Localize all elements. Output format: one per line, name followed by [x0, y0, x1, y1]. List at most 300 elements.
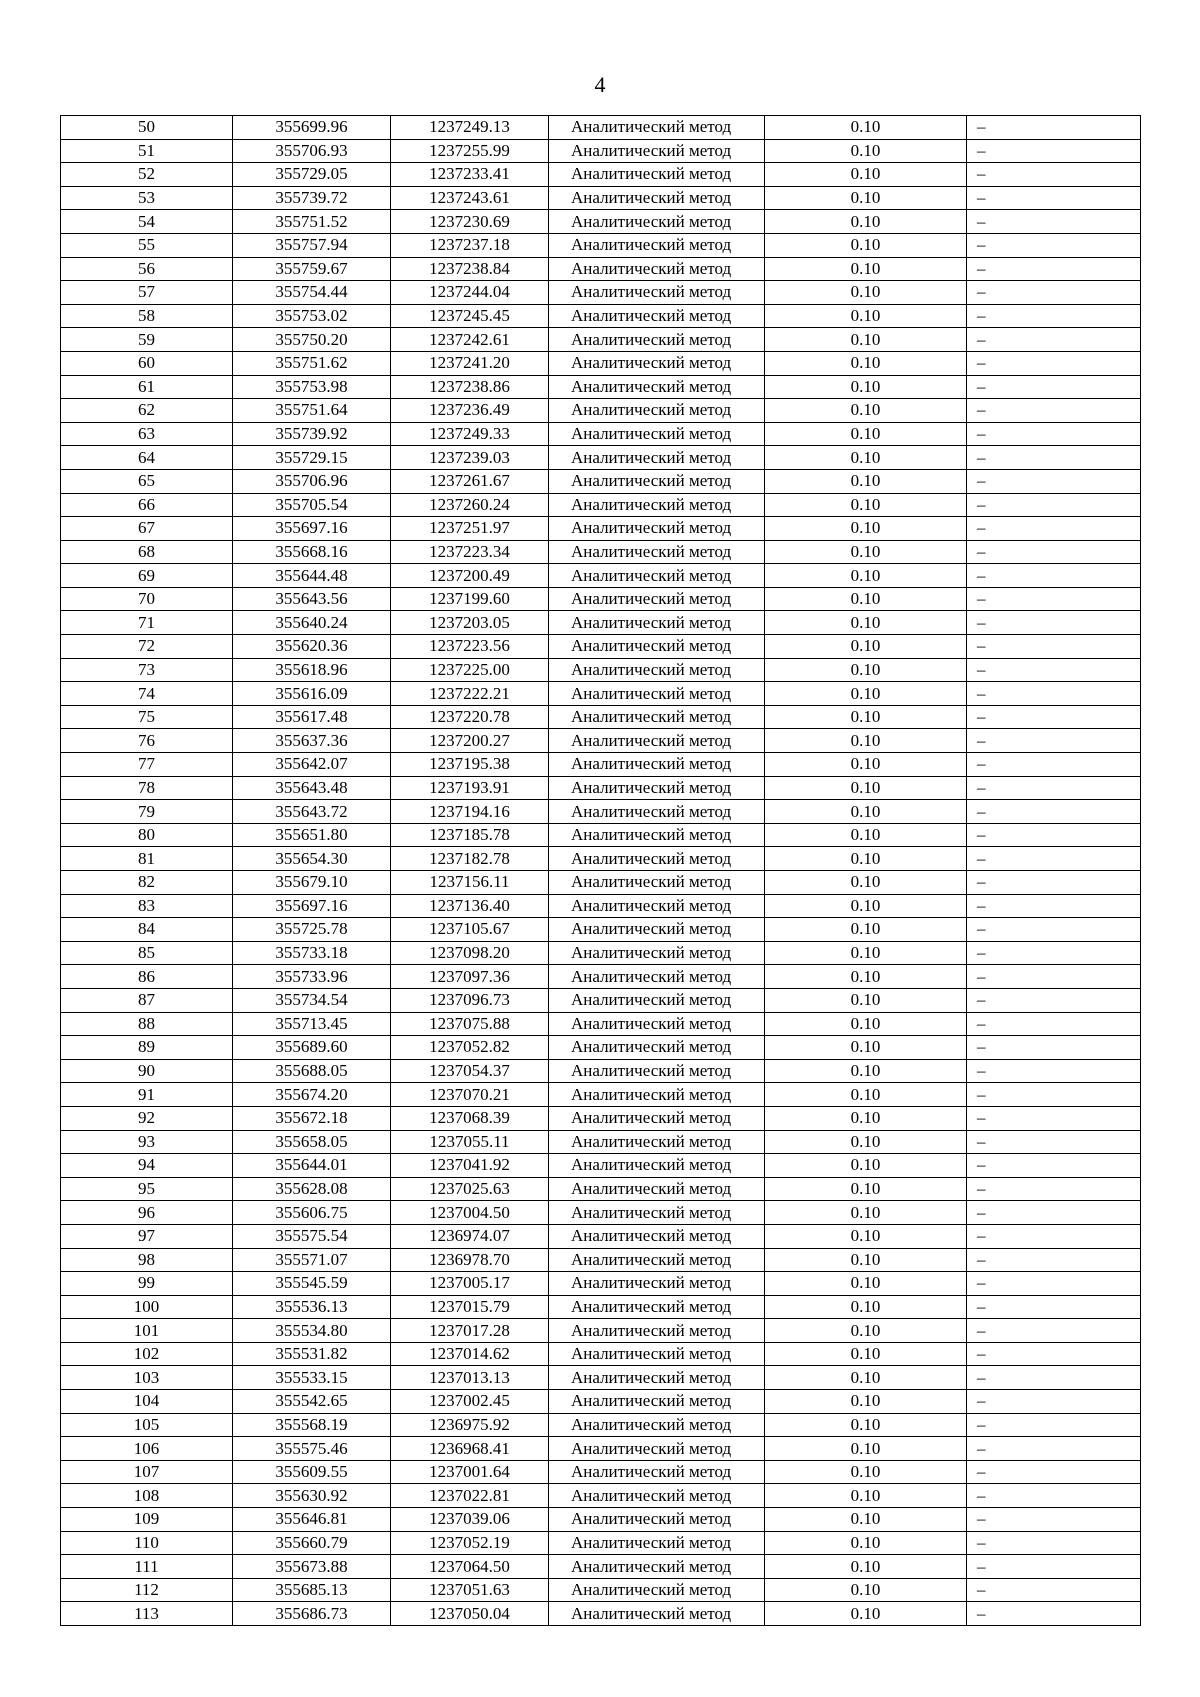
accuracy-cell: 0.10: [765, 1083, 967, 1107]
accuracy-cell: 0.10: [765, 635, 967, 659]
note-cell: –: [967, 1366, 1141, 1390]
table-row: [61, 422, 1141, 446]
x-coordinate-cell: 355706.93: [233, 139, 391, 163]
note-cell: –: [967, 823, 1141, 847]
note-cell: –: [967, 493, 1141, 517]
point-number-cell: 62: [61, 399, 233, 423]
x-coordinate-cell: 355646.81: [233, 1508, 391, 1532]
accuracy-cell: 0.10: [765, 1390, 967, 1414]
table-row: [61, 1106, 1141, 1130]
x-coordinate-cell: 355685.13: [233, 1578, 391, 1602]
note-cell: –: [967, 847, 1141, 871]
note-cell: –: [967, 139, 1141, 163]
method-cell: Аналитический метод: [549, 1578, 765, 1602]
accuracy-cell: 0.10: [765, 705, 967, 729]
accuracy-cell: 0.10: [765, 1295, 967, 1319]
x-coordinate-cell: 355620.36: [233, 635, 391, 659]
accuracy-cell: 0.10: [765, 469, 967, 493]
accuracy-cell: 0.10: [765, 658, 967, 682]
x-coordinate-cell: 355753.98: [233, 375, 391, 399]
x-coordinate-cell: 355618.96: [233, 658, 391, 682]
y-coordinate-cell: 1237193.91: [391, 776, 549, 800]
table-row: [61, 1460, 1141, 1484]
table-row: [61, 1555, 1141, 1579]
note-cell: –: [967, 163, 1141, 187]
table-row: [61, 682, 1141, 706]
x-coordinate-cell: 355534.80: [233, 1319, 391, 1343]
point-number-cell: 66: [61, 493, 233, 517]
x-coordinate-cell: 355697.16: [233, 517, 391, 541]
point-number-cell: 103: [61, 1366, 233, 1390]
point-number-cell: 56: [61, 257, 233, 281]
accuracy-cell: 0.10: [765, 328, 967, 352]
table-row: [61, 1413, 1141, 1437]
table-row: [61, 1130, 1141, 1154]
method-cell: Аналитический метод: [549, 587, 765, 611]
x-coordinate-cell: 355651.80: [233, 823, 391, 847]
note-cell: –: [967, 422, 1141, 446]
point-number-cell: 64: [61, 446, 233, 470]
x-coordinate-cell: 355637.36: [233, 729, 391, 753]
accuracy-cell: 0.10: [765, 587, 967, 611]
table-row: [61, 729, 1141, 753]
note-cell: –: [967, 1201, 1141, 1225]
y-coordinate-cell: 1237050.04: [391, 1602, 549, 1626]
x-coordinate-cell: 355725.78: [233, 918, 391, 942]
point-number-cell: 50: [61, 116, 233, 140]
note-cell: –: [967, 1555, 1141, 1579]
accuracy-cell: 0.10: [765, 1460, 967, 1484]
table-row: [61, 1201, 1141, 1225]
method-cell: Аналитический метод: [549, 800, 765, 824]
method-cell: Аналитический метод: [549, 1177, 765, 1201]
x-coordinate-cell: 355705.54: [233, 493, 391, 517]
point-number-cell: 51: [61, 139, 233, 163]
point-number-cell: 109: [61, 1508, 233, 1532]
accuracy-cell: 0.10: [765, 1130, 967, 1154]
y-coordinate-cell: 1237017.28: [391, 1319, 549, 1343]
table-row: [61, 116, 1141, 140]
x-coordinate-cell: 355734.54: [233, 988, 391, 1012]
y-coordinate-cell: 1237052.19: [391, 1531, 549, 1555]
method-cell: Аналитический метод: [549, 399, 765, 423]
x-coordinate-cell: 355575.46: [233, 1437, 391, 1461]
note-cell: –: [967, 517, 1141, 541]
method-cell: Аналитический метод: [549, 776, 765, 800]
accuracy-cell: 0.10: [765, 139, 967, 163]
table-row: [61, 1224, 1141, 1248]
method-cell: Аналитический метод: [549, 1413, 765, 1437]
accuracy-cell: 0.10: [765, 776, 967, 800]
note-cell: –: [967, 1248, 1141, 1272]
table-row: [61, 375, 1141, 399]
accuracy-cell: 0.10: [765, 422, 967, 446]
x-coordinate-cell: 355757.94: [233, 233, 391, 257]
accuracy-cell: 0.10: [765, 281, 967, 305]
point-number-cell: 57: [61, 281, 233, 305]
point-number-cell: 112: [61, 1578, 233, 1602]
note-cell: –: [967, 1130, 1141, 1154]
accuracy-cell: 0.10: [765, 257, 967, 281]
note-cell: –: [967, 988, 1141, 1012]
point-number-cell: 58: [61, 304, 233, 328]
y-coordinate-cell: 1237185.78: [391, 823, 549, 847]
note-cell: –: [967, 1224, 1141, 1248]
point-number-cell: 65: [61, 469, 233, 493]
point-number-cell: 54: [61, 210, 233, 234]
note-cell: –: [967, 328, 1141, 352]
accuracy-cell: 0.10: [765, 493, 967, 517]
table-row: [61, 1248, 1141, 1272]
method-cell: Аналитический метод: [549, 823, 765, 847]
table-row: [61, 776, 1141, 800]
method-cell: Аналитический метод: [549, 1059, 765, 1083]
note-cell: –: [967, 1177, 1141, 1201]
point-number-cell: 74: [61, 682, 233, 706]
x-coordinate-cell: 355668.16: [233, 540, 391, 564]
point-number-cell: 70: [61, 587, 233, 611]
note-cell: –: [967, 587, 1141, 611]
method-cell: Аналитический метод: [549, 1319, 765, 1343]
table-row: [61, 941, 1141, 965]
y-coordinate-cell: 1237195.38: [391, 753, 549, 777]
point-number-cell: 52: [61, 163, 233, 187]
point-number-cell: 59: [61, 328, 233, 352]
note-cell: –: [967, 1531, 1141, 1555]
accuracy-cell: 0.10: [765, 1248, 967, 1272]
note-cell: –: [967, 446, 1141, 470]
method-cell: Аналитический метод: [549, 517, 765, 541]
table-row: [61, 564, 1141, 588]
note-cell: –: [967, 705, 1141, 729]
table-row: [61, 304, 1141, 328]
note-cell: –: [967, 753, 1141, 777]
accuracy-cell: 0.10: [765, 1602, 967, 1626]
x-coordinate-cell: 355706.96: [233, 469, 391, 493]
accuracy-cell: 0.10: [765, 1413, 967, 1437]
point-number-cell: 93: [61, 1130, 233, 1154]
accuracy-cell: 0.10: [765, 517, 967, 541]
accuracy-cell: 0.10: [765, 941, 967, 965]
accuracy-cell: 0.10: [765, 918, 967, 942]
x-coordinate-cell: 355658.05: [233, 1130, 391, 1154]
point-number-cell: 104: [61, 1390, 233, 1414]
table-row: [61, 1437, 1141, 1461]
method-cell: Аналитический метод: [549, 1083, 765, 1107]
x-coordinate-cell: 355609.55: [233, 1460, 391, 1484]
x-coordinate-cell: 355733.96: [233, 965, 391, 989]
note-cell: –: [967, 635, 1141, 659]
x-coordinate-cell: 355533.15: [233, 1366, 391, 1390]
y-coordinate-cell: 1237236.49: [391, 399, 549, 423]
point-number-cell: 53: [61, 186, 233, 210]
y-coordinate-cell: 1237156.11: [391, 871, 549, 895]
note-cell: –: [967, 1012, 1141, 1036]
accuracy-cell: 0.10: [765, 847, 967, 871]
point-number-cell: 80: [61, 823, 233, 847]
table-row: [61, 1083, 1141, 1107]
x-coordinate-cell: 355673.88: [233, 1555, 391, 1579]
y-coordinate-cell: 1237025.63: [391, 1177, 549, 1201]
note-cell: –: [967, 1319, 1141, 1343]
table-row: [61, 1272, 1141, 1296]
y-coordinate-cell: 1237200.27: [391, 729, 549, 753]
table-row: [61, 1602, 1141, 1626]
method-cell: Аналитический метод: [549, 941, 765, 965]
x-coordinate-cell: 355751.52: [233, 210, 391, 234]
method-cell: Аналитический метод: [549, 1437, 765, 1461]
x-coordinate-cell: 355640.24: [233, 611, 391, 635]
note-cell: –: [967, 399, 1141, 423]
note-cell: –: [967, 257, 1141, 281]
y-coordinate-cell: 1237222.21: [391, 682, 549, 706]
table-row: [61, 399, 1141, 423]
table-row: [61, 1578, 1141, 1602]
x-coordinate-cell: 355759.67: [233, 257, 391, 281]
table-row: [61, 800, 1141, 824]
method-cell: Аналитический метод: [549, 281, 765, 305]
coordinates-table: [60, 115, 1141, 1626]
x-coordinate-cell: 355699.96: [233, 116, 391, 140]
x-coordinate-cell: 355606.75: [233, 1201, 391, 1225]
point-number-cell: 85: [61, 941, 233, 965]
x-coordinate-cell: 355679.10: [233, 871, 391, 895]
table-row: [61, 446, 1141, 470]
method-cell: Аналитический метод: [549, 1555, 765, 1579]
y-coordinate-cell: 1237098.20: [391, 941, 549, 965]
accuracy-cell: 0.10: [765, 988, 967, 1012]
method-cell: Аналитический метод: [549, 965, 765, 989]
note-cell: –: [967, 540, 1141, 564]
table-row: [61, 139, 1141, 163]
point-number-cell: 61: [61, 375, 233, 399]
point-number-cell: 113: [61, 1602, 233, 1626]
table-row: [61, 517, 1141, 541]
method-cell: Аналитический метод: [549, 1531, 765, 1555]
accuracy-cell: 0.10: [765, 871, 967, 895]
note-cell: –: [967, 1390, 1141, 1414]
point-number-cell: 88: [61, 1012, 233, 1036]
page-number: 4: [594, 72, 606, 97]
table-row: [61, 894, 1141, 918]
table-row: [61, 1295, 1141, 1319]
point-number-cell: 68: [61, 540, 233, 564]
accuracy-cell: 0.10: [765, 800, 967, 824]
x-coordinate-cell: 355750.20: [233, 328, 391, 352]
y-coordinate-cell: 1237054.37: [391, 1059, 549, 1083]
method-cell: Аналитический метод: [549, 1248, 765, 1272]
method-cell: Аналитический метод: [549, 233, 765, 257]
y-coordinate-cell: 1237004.50: [391, 1201, 549, 1225]
note-cell: –: [967, 658, 1141, 682]
point-number-cell: 98: [61, 1248, 233, 1272]
x-coordinate-cell: 355733.18: [233, 941, 391, 965]
point-number-cell: 101: [61, 1319, 233, 1343]
y-coordinate-cell: 1237105.67: [391, 918, 549, 942]
table-row: [61, 847, 1141, 871]
accuracy-cell: 0.10: [765, 540, 967, 564]
accuracy-cell: 0.10: [765, 682, 967, 706]
accuracy-cell: 0.10: [765, 1106, 967, 1130]
method-cell: Аналитический метод: [549, 257, 765, 281]
table-row: [61, 1319, 1141, 1343]
point-number-cell: 77: [61, 753, 233, 777]
x-coordinate-cell: 355660.79: [233, 1531, 391, 1555]
table-row: [61, 918, 1141, 942]
method-cell: Аналитический метод: [549, 1602, 765, 1626]
method-cell: Аналитический метод: [549, 611, 765, 635]
method-cell: Аналитический метод: [549, 635, 765, 659]
point-number-cell: 90: [61, 1059, 233, 1083]
note-cell: –: [967, 1602, 1141, 1626]
note-cell: –: [967, 941, 1141, 965]
method-cell: Аналитический метод: [549, 1130, 765, 1154]
method-cell: Аналитический метод: [549, 422, 765, 446]
method-cell: Аналитический метод: [549, 753, 765, 777]
table-row: [61, 233, 1141, 257]
method-cell: Аналитический метод: [549, 705, 765, 729]
table-row: [61, 965, 1141, 989]
point-number-cell: 106: [61, 1437, 233, 1461]
accuracy-cell: 0.10: [765, 210, 967, 234]
x-coordinate-cell: 355751.62: [233, 351, 391, 375]
accuracy-cell: 0.10: [765, 611, 967, 635]
method-cell: Аналитический метод: [549, 493, 765, 517]
accuracy-cell: 0.10: [765, 1224, 967, 1248]
point-number-cell: 83: [61, 894, 233, 918]
note-cell: –: [967, 1154, 1141, 1178]
point-number-cell: 76: [61, 729, 233, 753]
table-row: [61, 281, 1141, 305]
x-coordinate-cell: 355571.07: [233, 1248, 391, 1272]
accuracy-cell: 0.10: [765, 1012, 967, 1036]
point-number-cell: 91: [61, 1083, 233, 1107]
point-number-cell: 71: [61, 611, 233, 635]
method-cell: Аналитический метод: [549, 918, 765, 942]
point-number-cell: 99: [61, 1272, 233, 1296]
y-coordinate-cell: 1237243.61: [391, 186, 549, 210]
x-coordinate-cell: 355616.09: [233, 682, 391, 706]
accuracy-cell: 0.10: [765, 1272, 967, 1296]
y-coordinate-cell: 1237064.50: [391, 1555, 549, 1579]
x-coordinate-cell: 355753.02: [233, 304, 391, 328]
point-number-cell: 89: [61, 1036, 233, 1060]
x-coordinate-cell: 355642.07: [233, 753, 391, 777]
y-coordinate-cell: 1237039.06: [391, 1508, 549, 1532]
table-row: [61, 823, 1141, 847]
note-cell: –: [967, 210, 1141, 234]
point-number-cell: 92: [61, 1106, 233, 1130]
method-cell: Аналитический метод: [549, 375, 765, 399]
note-cell: –: [967, 1460, 1141, 1484]
y-coordinate-cell: 1237005.17: [391, 1272, 549, 1296]
note-cell: –: [967, 1083, 1141, 1107]
x-coordinate-cell: 355739.92: [233, 422, 391, 446]
method-cell: Аналитический метод: [549, 1366, 765, 1390]
x-coordinate-cell: 355575.54: [233, 1224, 391, 1248]
accuracy-cell: 0.10: [765, 1508, 967, 1532]
point-number-cell: 102: [61, 1342, 233, 1366]
note-cell: –: [967, 1342, 1141, 1366]
method-cell: Аналитический метод: [549, 328, 765, 352]
note-cell: –: [967, 1578, 1141, 1602]
x-coordinate-cell: 355531.82: [233, 1342, 391, 1366]
method-cell: Аналитический метод: [549, 116, 765, 140]
point-number-cell: 82: [61, 871, 233, 895]
accuracy-cell: 0.10: [765, 1036, 967, 1060]
accuracy-cell: 0.10: [765, 753, 967, 777]
y-coordinate-cell: 1237096.73: [391, 988, 549, 1012]
x-coordinate-cell: 355643.56: [233, 587, 391, 611]
y-coordinate-cell: 1237241.20: [391, 351, 549, 375]
y-coordinate-cell: 1237238.84: [391, 257, 549, 281]
table-row: [61, 257, 1141, 281]
y-coordinate-cell: 1237014.62: [391, 1342, 549, 1366]
y-coordinate-cell: 1237055.11: [391, 1130, 549, 1154]
x-coordinate-cell: 355643.48: [233, 776, 391, 800]
method-cell: Аналитический метод: [549, 1201, 765, 1225]
y-coordinate-cell: 1237051.63: [391, 1578, 549, 1602]
note-cell: –: [967, 304, 1141, 328]
accuracy-cell: 0.10: [765, 1484, 967, 1508]
method-cell: Аналитический метод: [549, 1390, 765, 1414]
accuracy-cell: 0.10: [765, 823, 967, 847]
x-coordinate-cell: 355697.16: [233, 894, 391, 918]
y-coordinate-cell: 1237230.69: [391, 210, 549, 234]
table-row: [61, 1484, 1141, 1508]
table-row: [61, 540, 1141, 564]
y-coordinate-cell: 1237233.41: [391, 163, 549, 187]
y-coordinate-cell: 1237097.36: [391, 965, 549, 989]
y-coordinate-cell: 1237068.39: [391, 1106, 549, 1130]
point-number-cell: 81: [61, 847, 233, 871]
accuracy-cell: 0.10: [765, 729, 967, 753]
accuracy-cell: 0.10: [765, 1555, 967, 1579]
table-row: [61, 1390, 1141, 1414]
point-number-cell: 67: [61, 517, 233, 541]
table-row: [61, 1508, 1141, 1532]
note-cell: –: [967, 564, 1141, 588]
note-cell: –: [967, 375, 1141, 399]
table-row: [61, 1036, 1141, 1060]
note-cell: –: [967, 281, 1141, 305]
accuracy-cell: 0.10: [765, 446, 967, 470]
accuracy-cell: 0.10: [765, 375, 967, 399]
method-cell: Аналитический метод: [549, 1154, 765, 1178]
y-coordinate-cell: 1237242.61: [391, 328, 549, 352]
method-cell: Аналитический метод: [549, 682, 765, 706]
x-coordinate-cell: 355568.19: [233, 1413, 391, 1437]
y-coordinate-cell: 1237225.00: [391, 658, 549, 682]
note-cell: –: [967, 1413, 1141, 1437]
method-cell: Аналитический метод: [549, 847, 765, 871]
point-number-cell: 107: [61, 1460, 233, 1484]
y-coordinate-cell: 1237220.78: [391, 705, 549, 729]
x-coordinate-cell: 355630.92: [233, 1484, 391, 1508]
y-coordinate-cell: 1237255.99: [391, 139, 549, 163]
method-cell: Аналитический метод: [549, 210, 765, 234]
x-coordinate-cell: 355628.08: [233, 1177, 391, 1201]
point-number-cell: 79: [61, 800, 233, 824]
y-coordinate-cell: 1237237.18: [391, 233, 549, 257]
y-coordinate-cell: 1237244.04: [391, 281, 549, 305]
accuracy-cell: 0.10: [765, 1342, 967, 1366]
point-number-cell: 72: [61, 635, 233, 659]
point-number-cell: 108: [61, 1484, 233, 1508]
accuracy-cell: 0.10: [765, 1059, 967, 1083]
accuracy-cell: 0.10: [765, 1531, 967, 1555]
y-coordinate-cell: 1236974.07: [391, 1224, 549, 1248]
